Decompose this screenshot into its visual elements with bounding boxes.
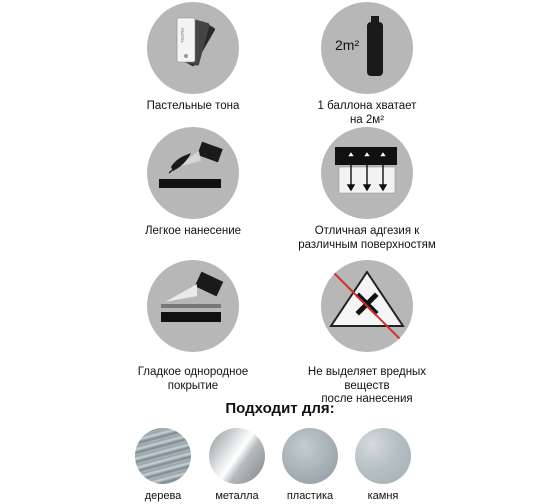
material-label: пластика [286, 490, 334, 502]
feature-icon-circle [321, 127, 413, 219]
feature-icon-circle [321, 260, 413, 352]
color-swatch-fan-icon [147, 2, 239, 94]
caption-line: Гладкое однородное [137, 366, 249, 378]
caption-line: Отличная адгезия к [314, 225, 420, 237]
feather-spray-icon [147, 127, 239, 219]
caption-line: покрытие [167, 379, 219, 392]
adhesion-arrows-icon [321, 127, 413, 219]
feature-coverage [242, 2, 492, 127]
caption-line: Легкое нанесение [144, 225, 242, 237]
material-label: дерева [144, 490, 182, 502]
smooth-coating-spray-icon [147, 260, 239, 352]
caption-line: Не выделяет вредных [307, 366, 427, 378]
spray-can-coverage-icon [321, 2, 413, 94]
wood-texture-swatch [135, 428, 191, 484]
feature-caption [242, 100, 492, 127]
coverage-label: 2m² [335, 37, 360, 53]
feature-icon-circle [321, 2, 413, 94]
caption-line: на 2м² [349, 113, 385, 126]
plastic-texture-swatch [282, 428, 338, 484]
stone-texture-swatch [355, 428, 411, 484]
feature-no-harmful-substances [242, 260, 492, 407]
caption-line: Пастельные тона [146, 100, 240, 112]
caption-line: после нанесения [321, 393, 413, 405]
feature-icon-circle [147, 2, 239, 94]
no-hazard-warning-icon [321, 260, 413, 352]
material-label: камня [367, 490, 399, 502]
suitable-title: Подходит для: [225, 400, 335, 417]
caption-line: 1 баллона хватает [317, 100, 417, 112]
caption-line: различным поверхностям [298, 238, 436, 251]
feature-icon-circle [147, 260, 239, 352]
metal-texture-swatch [209, 428, 265, 484]
feature-icon-circle [147, 127, 239, 219]
feature-caption [242, 225, 492, 252]
material-label: металла [215, 490, 259, 502]
material-stone [338, 428, 428, 502]
caption-line: веществ [344, 379, 390, 392]
svg-text:PASTEL: PASTEL [180, 28, 185, 44]
feature-adhesion [242, 127, 492, 252]
